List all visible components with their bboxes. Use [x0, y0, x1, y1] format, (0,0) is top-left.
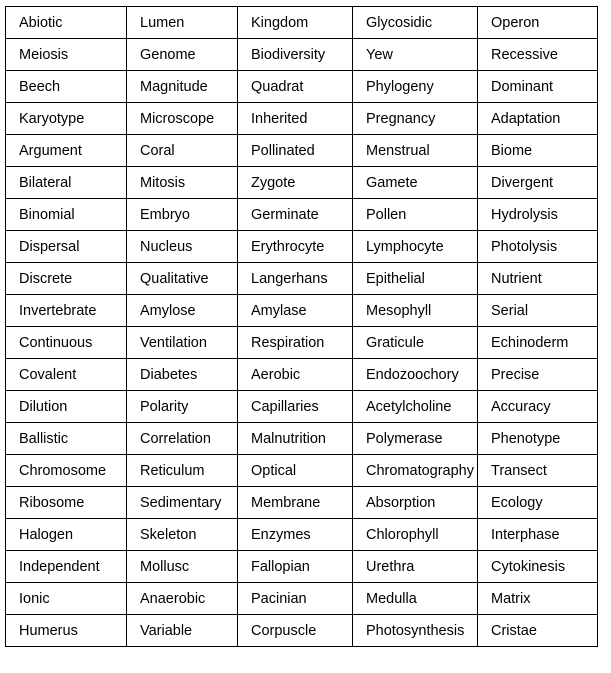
table-row [6, 615, 598, 647]
word-cell: Qualitative [127, 263, 238, 295]
word-cell: Ribosome [6, 487, 127, 519]
word-cell: Embryo [127, 199, 238, 231]
word-cell: Mesophyll [353, 295, 478, 327]
word-cell: Membrane [238, 487, 353, 519]
word-cell: Aerobic [238, 359, 353, 391]
word-cell: Variable [127, 615, 238, 647]
word-cell: Yew [353, 39, 478, 71]
word-cell: Serial [478, 295, 598, 327]
word-cell: Continuous [6, 327, 127, 359]
word-cell: Cytokinesis [478, 551, 598, 583]
table-row [6, 423, 598, 455]
table-row [6, 583, 598, 615]
word-cell: Lumen [127, 7, 238, 39]
word-cell: Discrete [6, 263, 127, 295]
word-cell: Phylogeny [353, 71, 478, 103]
word-cell: Ecology [478, 487, 598, 519]
table-row [6, 391, 598, 423]
word-cell: Echinoderm [478, 327, 598, 359]
word-cell: Hydrolysis [478, 199, 598, 231]
word-cell: Graticule [353, 327, 478, 359]
word-cell: Menstrual [353, 135, 478, 167]
word-cell: Corpuscle [238, 615, 353, 647]
word-cell: Fallopian [238, 551, 353, 583]
word-cell: Operon [478, 7, 598, 39]
word-cell: Acetylcholine [353, 391, 478, 423]
word-cell: Malnutrition [238, 423, 353, 455]
table-row [6, 199, 598, 231]
word-cell: Bilateral [6, 167, 127, 199]
word-cell: Sedimentary [127, 487, 238, 519]
word-cell: Enzymes [238, 519, 353, 551]
word-cell: Amylose [127, 295, 238, 327]
word-cell: Beech [6, 71, 127, 103]
word-cell: Biome [478, 135, 598, 167]
word-cell: Langerhans [238, 263, 353, 295]
word-cell: Ventilation [127, 327, 238, 359]
word-cell: Photosynthesis [353, 615, 478, 647]
table-row [6, 519, 598, 551]
word-cell: Karyotype [6, 103, 127, 135]
word-cell: Absorption [353, 487, 478, 519]
word-cell: Biodiversity [238, 39, 353, 71]
table-row [6, 103, 598, 135]
word-cell: Abiotic [6, 7, 127, 39]
word-cell: Dilution [6, 391, 127, 423]
word-cell: Quadrat [238, 71, 353, 103]
word-cell: Nucleus [127, 231, 238, 263]
word-cell: Ionic [6, 583, 127, 615]
word-cell: Magnitude [127, 71, 238, 103]
word-cell: Inherited [238, 103, 353, 135]
table-row [6, 455, 598, 487]
word-cell: Chromosome [6, 455, 127, 487]
word-cell: Anaerobic [127, 583, 238, 615]
word-cell: Reticulum [127, 455, 238, 487]
word-cell: Genome [127, 39, 238, 71]
word-cell: Phenotype [478, 423, 598, 455]
word-cell: Dispersal [6, 231, 127, 263]
word-cell: Halogen [6, 519, 127, 551]
word-cell: Coral [127, 135, 238, 167]
word-cell: Kingdom [238, 7, 353, 39]
word-cell: Amylase [238, 295, 353, 327]
table-row [6, 231, 598, 263]
word-cell: Capillaries [238, 391, 353, 423]
table-row [6, 135, 598, 167]
word-cell: Divergent [478, 167, 598, 199]
word-cell: Accuracy [478, 391, 598, 423]
word-cell: Photolysis [478, 231, 598, 263]
word-cell: Diabetes [127, 359, 238, 391]
word-cell: Glycosidic [353, 7, 478, 39]
word-cell: Meiosis [6, 39, 127, 71]
table-row [6, 167, 598, 199]
word-cell: Optical [238, 455, 353, 487]
word-cell: Adaptation [478, 103, 598, 135]
word-cell: Recessive [478, 39, 598, 71]
word-cell: Precise [478, 359, 598, 391]
word-cell: Mollusc [127, 551, 238, 583]
word-cell: Gamete [353, 167, 478, 199]
word-cell: Humerus [6, 615, 127, 647]
word-cell: Zygote [238, 167, 353, 199]
word-cell: Erythrocyte [238, 231, 353, 263]
word-cell: Cristae [478, 615, 598, 647]
word-cell: Binomial [6, 199, 127, 231]
word-cell: Microscope [127, 103, 238, 135]
word-cell: Chlorophyll [353, 519, 478, 551]
word-cell: Germinate [238, 199, 353, 231]
word-cell: Urethra [353, 551, 478, 583]
word-cell: Invertebrate [6, 295, 127, 327]
word-cell: Skeleton [127, 519, 238, 551]
word-cell: Independent [6, 551, 127, 583]
table-row [6, 327, 598, 359]
word-cell: Matrix [478, 583, 598, 615]
word-cell: Epithelial [353, 263, 478, 295]
table-row [6, 263, 598, 295]
word-cell: Endozoochory [353, 359, 478, 391]
word-table [5, 6, 598, 647]
word-table-body [6, 7, 598, 647]
word-cell: Polarity [127, 391, 238, 423]
table-row [6, 7, 598, 39]
word-cell: Ballistic [6, 423, 127, 455]
word-cell: Mitosis [127, 167, 238, 199]
word-cell: Correlation [127, 423, 238, 455]
table-row [6, 487, 598, 519]
table-row [6, 39, 598, 71]
table-row [6, 295, 598, 327]
word-cell: Dominant [478, 71, 598, 103]
word-cell: Polymerase [353, 423, 478, 455]
word-cell: Argument [6, 135, 127, 167]
word-cell: Medulla [353, 583, 478, 615]
table-row [6, 359, 598, 391]
word-cell: Pacinian [238, 583, 353, 615]
word-cell: Pregnancy [353, 103, 478, 135]
word-cell: Pollinated [238, 135, 353, 167]
word-cell: Lymphocyte [353, 231, 478, 263]
table-row [6, 551, 598, 583]
word-cell: Covalent [6, 359, 127, 391]
word-cell: Transect [478, 455, 598, 487]
word-cell: Pollen [353, 199, 478, 231]
table-row [6, 71, 598, 103]
word-cell: Interphase [478, 519, 598, 551]
word-cell: Respiration [238, 327, 353, 359]
word-cell: Chromatography [353, 455, 478, 487]
word-cell: Nutrient [478, 263, 598, 295]
